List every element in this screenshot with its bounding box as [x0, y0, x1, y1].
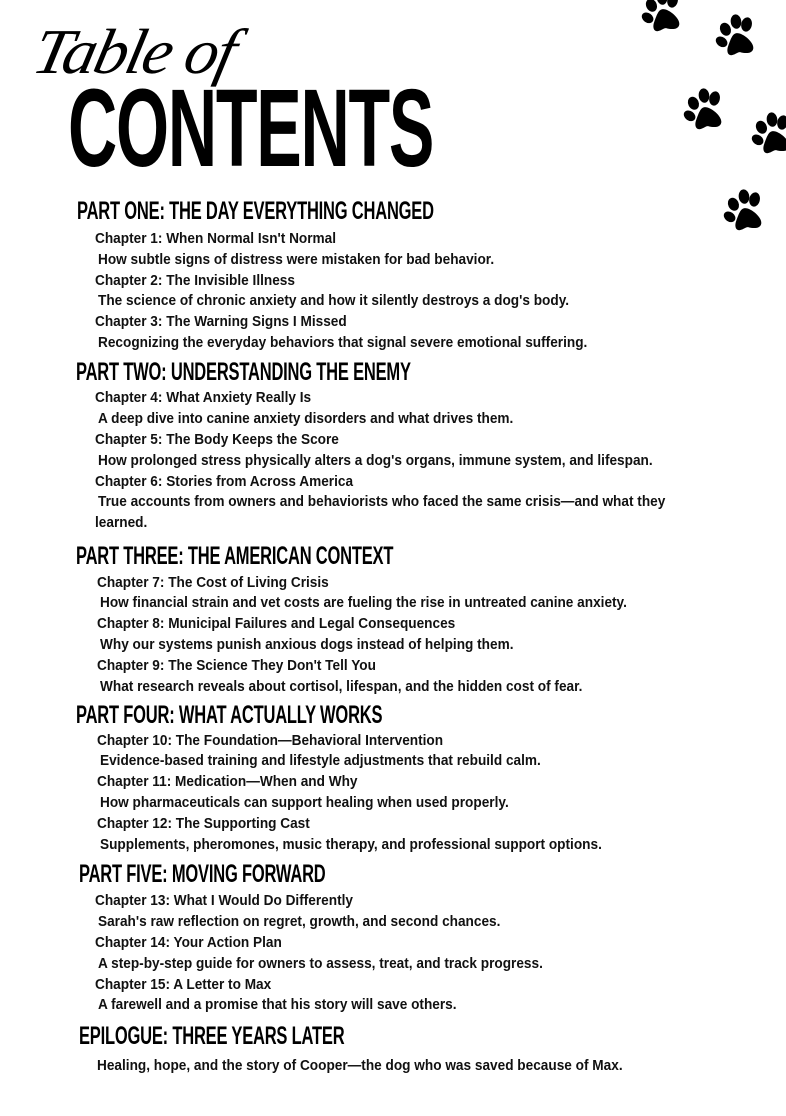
chapter-description: How subtle signs of distress were mistaken for bad behavior. — [98, 252, 495, 268]
part-heading-three: PART THREE: THE AMERICAN CONTEXT — [76, 542, 394, 570]
chapter-title: Chapter 15: A Letter to Max — [95, 977, 272, 993]
chapter-title: Chapter 8: Municipal Failures and Legal Consequences — [97, 616, 456, 632]
chapter-title: Chapter 7: The Cost of Living Crisis — [97, 575, 329, 591]
chapter-title: Chapter 14: Your Action Plan — [95, 935, 282, 951]
chapter-title: Chapter 4: What Anxiety Really Is — [95, 390, 312, 406]
part-heading-four: PART FOUR: WHAT ACTUALLY WORKS — [76, 701, 383, 729]
chapter-title: Chapter 12: The Supporting Cast — [97, 816, 310, 832]
chapter-description: A farewell and a promise that his story will save others. — [98, 997, 457, 1013]
epilogue-heading: EPILOGUE: THREE YEARS LATER — [79, 1022, 345, 1050]
chapter-title: Chapter 3: The Warning Signs I Missed — [95, 314, 347, 330]
chapter-description: A step-by-step guide for owners to assess, treat, and track progress. — [98, 956, 543, 972]
chapter-title: Chapter 1: When Normal Isn't Normal — [95, 231, 337, 247]
paw-print-icon — [638, 0, 686, 36]
chapter-title: Chapter 6: Stories from Across America — [95, 474, 354, 490]
chapter-description: Sarah's raw reflection on regret, growth, and second chances. — [98, 914, 501, 930]
chapter-title: Chapter 10: The Foundation—Behavioral Intervention — [97, 733, 444, 749]
chapter-title: Chapter 11: Medication—When and Why — [97, 774, 358, 790]
chapter-description: True accounts from owners and behaviorists who faced the same crisis—and what they — [98, 494, 666, 510]
chapter-description: Recognizing the everyday behaviors that signal severe emotional suffering. — [98, 335, 588, 351]
chapter-title: Chapter 2: The Invisible Illness — [95, 273, 295, 289]
chapter-description: What research reveals about cortisol, lifespan, and the hidden cost of fear. — [100, 679, 583, 695]
paw-print-icon — [712, 12, 760, 60]
epilogue-description: Healing, hope, and the story of Cooper—the dog who was saved because of Max. — [97, 1058, 623, 1074]
title-script-table-of: Table of — [27, 16, 243, 87]
chapter-description: Evidence-based training and lifestyle adjustments that rebuild calm. — [100, 753, 541, 769]
chapter-description: Why our systems punish anxious dogs instead of helping them. — [100, 637, 514, 653]
page-title-contents: CONTENTS — [68, 67, 434, 190]
chapter-description: A deep dive into canine anxiety disorders and what drives them. — [98, 411, 514, 427]
chapter-description: How pharmaceuticals can support healing when used properly. — [100, 795, 509, 811]
chapter-description: How prolonged stress physically alters a dog's organs, immune system, and lifespan. — [98, 453, 653, 469]
chapter-description: How financial strain and vet costs are fueling the rise in untreated canine anxiety. — [100, 595, 627, 611]
part-heading-two: PART TWO: UNDERSTANDING THE ENEMY — [76, 358, 411, 386]
paw-print-icon — [748, 110, 786, 158]
chapter-title: Chapter 13: What I Would Do Differently — [95, 893, 353, 909]
chapter-description: Supplements, pheromones, music therapy, and professional support options. — [100, 837, 602, 853]
chapter-description: The science of chronic anxiety and how it silently destroys a dog's body. — [98, 293, 570, 309]
paw-print-icon — [720, 187, 768, 235]
part-heading-five: PART FIVE: MOVING FORWARD — [79, 860, 326, 888]
chapter-description-continued: learned. — [95, 515, 148, 531]
chapter-title: Chapter 9: The Science They Don't Tell You — [97, 658, 376, 674]
part-heading-one: PART ONE: THE DAY EVERYTHING CHANGED — [77, 197, 434, 225]
paw-print-icon — [680, 86, 728, 134]
chapter-title: Chapter 5: The Body Keeps the Score — [95, 432, 339, 448]
